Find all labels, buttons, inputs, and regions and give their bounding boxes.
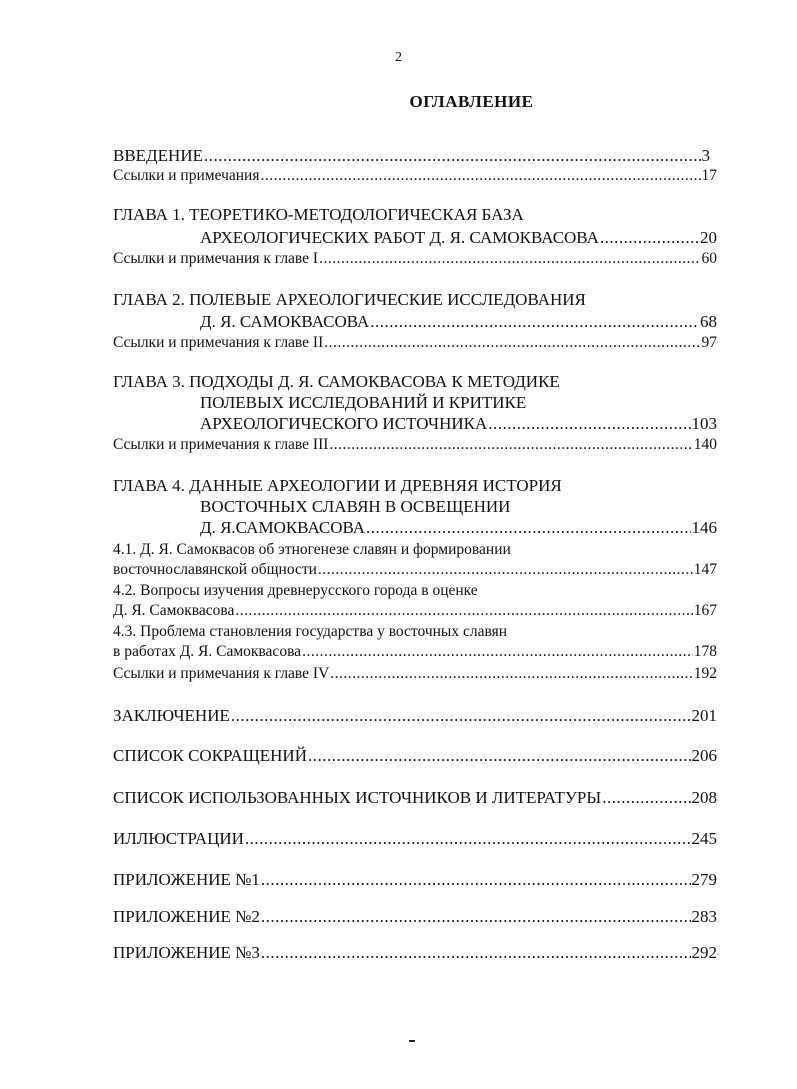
toc-entry-appendix-3[interactable] [113, 943, 717, 963]
toc-entry-label: СПИСОК СОКРАЩЕНИЙ [113, 746, 307, 765]
toc-chapter-4-title-continued: ВОСТОЧНЫХ СЛАВЯН В ОСВЕЩЕНИИ [200, 497, 511, 516]
toc-entry-abbreviations[interactable] [113, 746, 717, 766]
dot-leader [370, 312, 699, 332]
toc-entry-label: Ссылки и примечания к главе I [113, 250, 319, 267]
toc-entry-introduction[interactable] [113, 146, 710, 166]
toc-entry-label: Ссылки и примечания [113, 167, 260, 184]
toc-page-number: 201 [691, 706, 717, 725]
dot-leader [602, 788, 690, 808]
toc-page-number: 20 [700, 228, 717, 247]
toc-entry-label: Д. Я.САМОКВАСОВА [200, 518, 366, 537]
toc-page-number: 178 [693, 643, 717, 660]
toc-entry-illustrations[interactable] [113, 829, 717, 849]
toc-page-number: 17 [701, 167, 717, 184]
toc-entry-chapter-4-notes[interactable] [113, 664, 717, 684]
toc-page-number: 283 [691, 907, 717, 926]
toc-entry-chapter-3[interactable] [200, 414, 717, 434]
dot-leader [318, 560, 693, 580]
toc-entry-label: АРХЕОЛОГИЧЕСКОГО ИСТОЧНИКА [200, 414, 488, 433]
toc-entry-label: ЗАКЛЮЧЕНИЕ [113, 706, 230, 725]
dot-leader [329, 435, 692, 455]
toc-page-number: 60 [701, 250, 717, 267]
toc-entry-chapter-3-notes[interactable] [113, 435, 717, 455]
toc-entry-label: Ссылки и примечания к главе IV [113, 665, 330, 682]
dot-leader [324, 333, 700, 353]
toc-chapter-1-title[interactable]: ГЛАВА 1. ТЕОРЕТИКО-МЕТОДОЛОГИЧЕСКАЯ БАЗА [113, 205, 524, 224]
toc-page-number: 146 [691, 518, 717, 537]
dot-leader [319, 249, 700, 269]
toc-chapter-4-title[interactable]: ГЛАВА 4. ДАННЫЕ АРХЕОЛОГИИ И ДРЕВНЯЯ ИСТОРИЯ [113, 476, 562, 495]
scan-mark [409, 1040, 415, 1042]
dot-leader [488, 414, 690, 434]
page-title: ОГЛАВЛЕНИЕ [409, 92, 534, 111]
toc-entry-label: восточнославянской общности [113, 561, 317, 578]
toc-page-number: 208 [691, 788, 717, 807]
toc-page-number: 97 [701, 334, 717, 351]
page-number: 2 [395, 50, 402, 65]
toc-entry-appendix-1[interactable] [113, 870, 717, 890]
toc-page-number: 3 [701, 146, 710, 165]
toc-page-number: 167 [693, 602, 717, 619]
dot-leader [261, 907, 691, 927]
toc-entry-label: Д. Я. САМОКВАСОВА [200, 312, 370, 331]
toc-entry-introduction-notes[interactable] [113, 166, 717, 186]
toc-entry-label: ИЛЛЮСТРАЦИИ [113, 829, 244, 848]
toc-chapter-3-title[interactable]: ГЛАВА 3. ПОДХОДЫ Д. Я. САМОКВАСОВА К МЕТОДИКЕ [113, 372, 560, 391]
toc-page-number: 140 [693, 436, 717, 453]
toc-section-4-1-title[interactable]: 4.1. Д. Я. Самоквасов об этногенезе славян и формировании [113, 541, 511, 558]
toc-entry-appendix-2[interactable] [113, 907, 717, 927]
toc-entry-section-4-1[interactable] [113, 560, 717, 580]
toc-entry-chapter-2[interactable] [200, 312, 717, 332]
toc-page-number: 192 [693, 665, 717, 682]
toc-entry-label: СПИСОК ИСПОЛЬЗОВАННЫХ ИСТОЧНИКОВ И ЛИТЕРАТУРЫ [113, 788, 602, 807]
toc-entry-label: ВВЕДЕНИЕ [113, 146, 203, 165]
toc-page-number: 147 [693, 561, 717, 578]
toc-page-number: 206 [691, 746, 717, 765]
toc-entry-conclusion[interactable] [113, 706, 717, 726]
toc-entry-label: в работах Д. Я. Самоквасова [113, 643, 302, 660]
toc-entry-section-4-3[interactable] [113, 642, 717, 662]
dot-leader [600, 228, 699, 248]
toc-entry-chapter-1-notes[interactable] [113, 249, 717, 269]
toc-entry-chapter-4[interactable] [200, 518, 717, 538]
toc-entry-label: Д. Я. Самоквасова [113, 602, 235, 619]
toc-entry-label: Ссылки и примечания к главе II [113, 334, 324, 351]
toc-entry-chapter-2-notes[interactable] [113, 333, 717, 353]
dot-leader [308, 746, 691, 766]
toc-section-4-2-title[interactable]: 4.2. Вопросы изучения древнерусского города в оценке [113, 582, 478, 599]
toc-chapter-3-title-continued: ПОЛЕВЫХ ИССЛЕДОВАНИЙ И КРИТИКЕ [200, 393, 527, 412]
dot-leader [302, 642, 693, 662]
dot-leader [261, 870, 691, 890]
dot-leader [204, 146, 701, 166]
toc-chapter-2-title[interactable]: ГЛАВА 2. ПОЛЕВЫЕ АРХЕОЛОГИЧЕСКИЕ ИССЛЕДОВАНИЯ [113, 290, 586, 309]
dot-leader [245, 829, 691, 849]
dot-leader [261, 943, 691, 963]
dot-leader [330, 664, 692, 684]
toc-entry-label: АРХЕОЛОГИЧЕСКИХ РАБОТ Д. Я. САМОКВАСОВА [200, 228, 599, 247]
toc-entry-label: ПРИЛОЖЕНИЕ №2 [113, 907, 260, 926]
toc-entry-section-4-2[interactable] [113, 601, 717, 621]
toc-page-number: 245 [691, 829, 717, 848]
dot-leader [366, 518, 690, 538]
toc-page-number: 292 [691, 943, 717, 962]
toc-section-4-3-title[interactable]: 4.3. Проблема становления государства у восточных славян [113, 623, 508, 640]
toc-entry-chapter-1[interactable] [200, 228, 717, 248]
toc-page-number: 68 [700, 312, 717, 331]
toc-entry-label: ПРИЛОЖЕНИЕ №1 [113, 870, 260, 889]
toc-entry-sources[interactable] [113, 788, 717, 808]
toc-page-number: 279 [691, 870, 717, 889]
toc-entry-label: ПРИЛОЖЕНИЕ №3 [113, 943, 260, 962]
dot-leader [231, 706, 691, 726]
toc-page-number: 103 [691, 414, 717, 433]
dot-leader [260, 166, 700, 186]
toc-entry-label: Ссылки и примечания к главе III [113, 436, 329, 453]
dot-leader [235, 601, 692, 621]
